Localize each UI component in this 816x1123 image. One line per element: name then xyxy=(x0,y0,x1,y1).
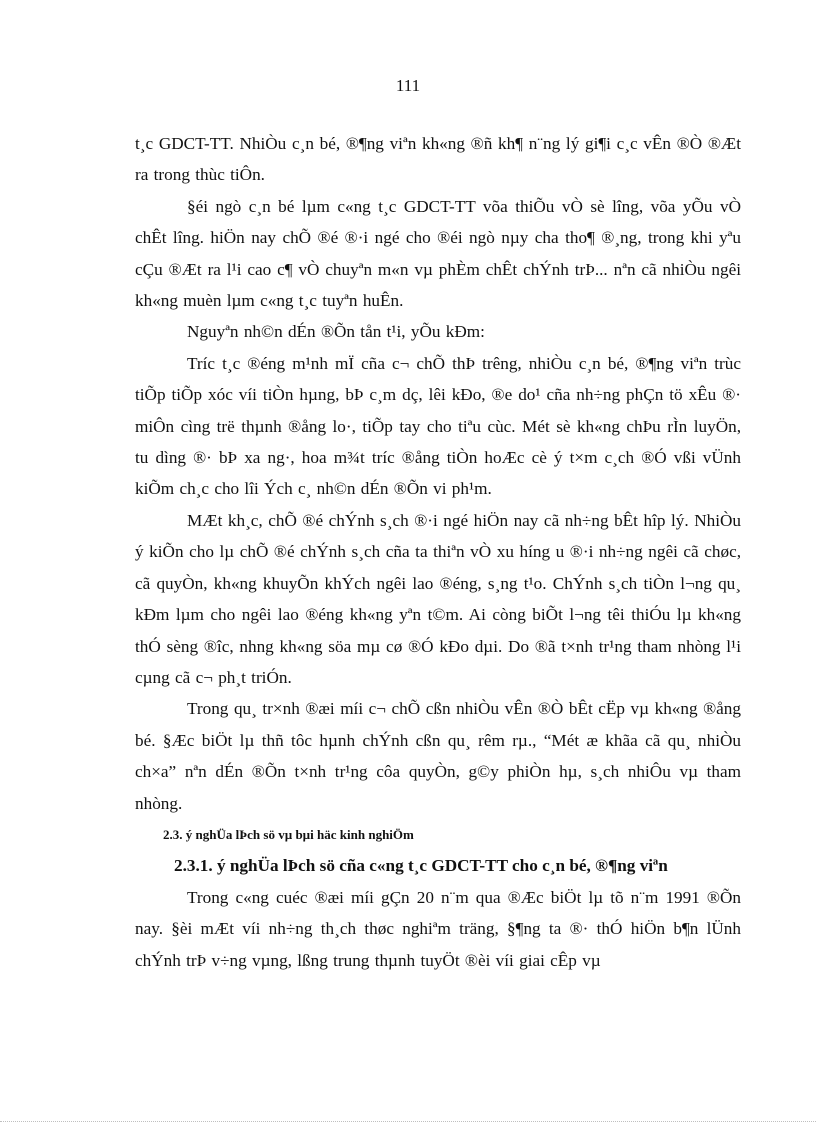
paragraph: Nguyªn nh©n dÉn ®Õn tån t¹i, yÕu kÐm: xyxy=(187,322,485,342)
page-number: 111 xyxy=(395,76,421,95)
paragraph: Trong qu¸ tr×nh ®æi míi c¬ chÕ cßn nhiÒu vÊn ®Ò bÊt cËp vµ kh«ng ®ång bé. §Æc biÖt lµ thñ tôc hµnh chÝnh cßn qu¸ rêm rµ., “Mét æ khãa cã qu¸ nhiÒu ch×a” nªn dÉn ®Õn t×nh tr¹ng côa quyÒn, g©y phiÒn hµ, s¸ch nhiÔu vµ tham nhòng. xyxy=(135,699,741,813)
paragraph: §éi ngò c¸n bé lµm c«ng t¸c GDCT-TT võa thiÕu vÒ sè lîng, võa yÕu vÒ chÊt lîng. hiÖn nay chÕ ®é ®·i ngé cho ®éi ngò nµy cha tho¶ ®¸ng, trong khi yªu cÇu ®Æt ra l¹i cao c¶ vÒ chuyªn m«n vµ phÈm chÊt chÝnh trÞ... nªn cã nhiÒu ngêi kh«ng muèn lµm c«ng t¸c tuyªn huÊn. xyxy=(135,196,741,311)
page-bottom-divider xyxy=(0,1121,816,1122)
section-heading: 2.3. ý nghÜa lÞch sö vµ bµi häc kinh nghiÖm xyxy=(163,826,414,842)
paragraph: MÆt kh¸c, chÕ ®é chÝnh s¸ch ®·i ngé hiÖn nay cã nh÷ng bÊt hîp lý. NhiÒu ý kiÕn cho lµ chÕ ®é chÝnh s¸ch cña ta thiªn vÒ xu híng u ®·i nh÷ng ngêi cã chøc, cã quyÒn, kh«ng khuyÕn khÝch ngêi lao ®éng, s¸ng t¹o. ChÝnh s¸ch tiÒn l¬ng qu¸ kÐm lµm cho ngêi lao ®éng kh«ng yªn t©m. Ai còng biÕt l¬ng têi thiÓu lµ kh«ng thÓ sèng ®îc, nhng kh«ng söa mµ cø ®Ó kÐo dµi. Do ®ã t×nh tr¹ng tham nhòng l¹i cµng cã c¬ ph¸t triÓn. xyxy=(135,510,741,687)
paragraph: t¸c GDCT-TT. NhiÒu c¸n bé, ®¶ng viªn kh«ng ®ñ kh¶ n¨ng lý gi¶i c¸c vÊn ®Ò ®Æt ra trong thùc tiÔn. xyxy=(135,134,741,185)
subsection-heading: 2.3.1. ý nghÜa lÞch sö cña c«ng t¸c GDCT-TT cho c¸n bé, ®¶ng viªn xyxy=(174,855,668,875)
document-body xyxy=(135,128,741,976)
paragraph: Tríc t¸c ®éng m¹nh mÏ cña c¬ chÕ thÞ trêng, nhiÒu c¸n bé, ®¶ng viªn trùc tiÕp tiÕp xóc víi tiÒn hµng, bÞ c¸m dç, lêi kÐo, ®e do¹ cña nh÷ng phÇn tö xÊu ®· miÔn cìng trë thµnh ®ång lo·, tiÕp tay cho tiªu cùc. Mét sè kh«ng chÞu rÌn luyÖn, tu dìng ®· bÞ xa ng·, hoa m¾t tríc ®ång tiÒn hoÆc cè ý t×m c¸ch ®Ó vßi vÜnh kiÕm ch¸c cho lîi Ých c¸ nh©n dÉn ®Õn vi ph¹m. xyxy=(135,353,741,499)
paragraph: Trong c«ng cuéc ®æi míi gÇn 20 n¨m qua ®Æc biÖt lµ tõ n¨m 1991 ®Õn nay. §èi mÆt víi nh÷ng th¸ch thøc nghiªm träng, §¶ng ta ®· thÓ hiÖn b¶n lÜnh chÝnh trÞ v÷ng vµng, lßng trung thµnh tuyÖt ®èi víi giai cÊp vµ xyxy=(135,887,741,970)
